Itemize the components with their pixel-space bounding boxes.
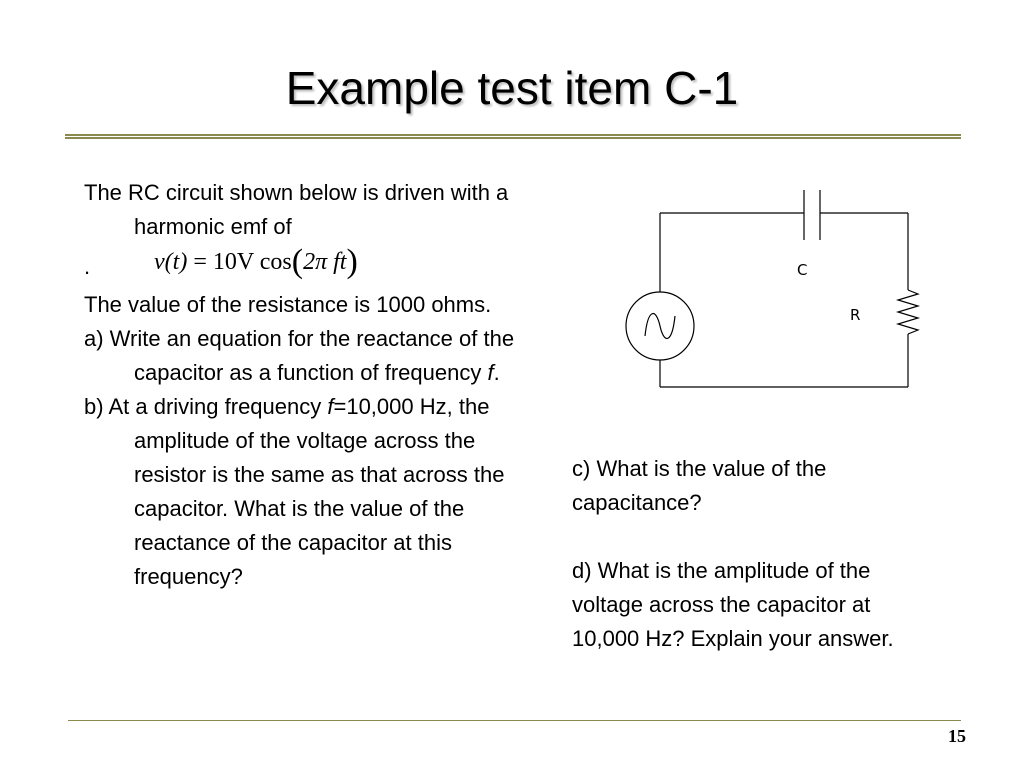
circuit-description: The RC circuit shown below is driven with a harmonic emf of <box>84 180 509 239</box>
follow-up-questions <box>572 452 932 656</box>
rc-circuit-diagram <box>620 180 940 400</box>
emf-equation <box>154 242 358 282</box>
question-b-variable: f <box>327 394 334 419</box>
emf-equation-line <box>84 244 524 288</box>
title-divider <box>65 134 961 139</box>
question-b <box>84 390 524 594</box>
question-a-end: . <box>493 360 500 385</box>
equation-equals: = <box>193 249 207 275</box>
question-a-text: a) Write an equation for the reactance of the capacitor as a function of frequency <box>84 326 515 385</box>
footer-divider <box>68 720 961 721</box>
question-a-variable: f <box>487 360 494 385</box>
equation-argument: 2π ft <box>303 249 347 275</box>
resistance-statement: The value of the resistance is 1000 ohms. <box>84 292 492 317</box>
equation-lhs: v(t) <box>154 249 188 275</box>
equation-amplitude: 10V <box>212 249 254 275</box>
resistor-zigzag <box>898 290 918 334</box>
question-d: d) What is the amplitude of the voltage across the capacitor at 10,000 Hz? Explain your answer. <box>572 558 894 651</box>
sine-wave-icon <box>645 314 675 339</box>
equation-function: cos <box>259 249 292 275</box>
question-c: c) What is the value of the capacitance? <box>572 456 827 515</box>
resistor-label: R <box>850 306 861 324</box>
question-a <box>84 322 524 390</box>
question-b-rest: =10,000 Hz, the amplitude of the voltage across the resistor is the same as that across the capacitor. What is the value of the reactance of the capacitor at this frequency? <box>134 394 505 589</box>
open-paren: ( <box>291 243 304 280</box>
question-b-text: b) At a driving frequency <box>84 394 328 419</box>
problem-text <box>84 176 524 594</box>
capacitor-label: C <box>797 261 808 279</box>
page-number: 15 <box>948 726 966 746</box>
slide-title: Example test item C-1 <box>285 62 739 114</box>
close-paren: ) <box>346 243 358 280</box>
equation-dot: . <box>84 254 91 279</box>
